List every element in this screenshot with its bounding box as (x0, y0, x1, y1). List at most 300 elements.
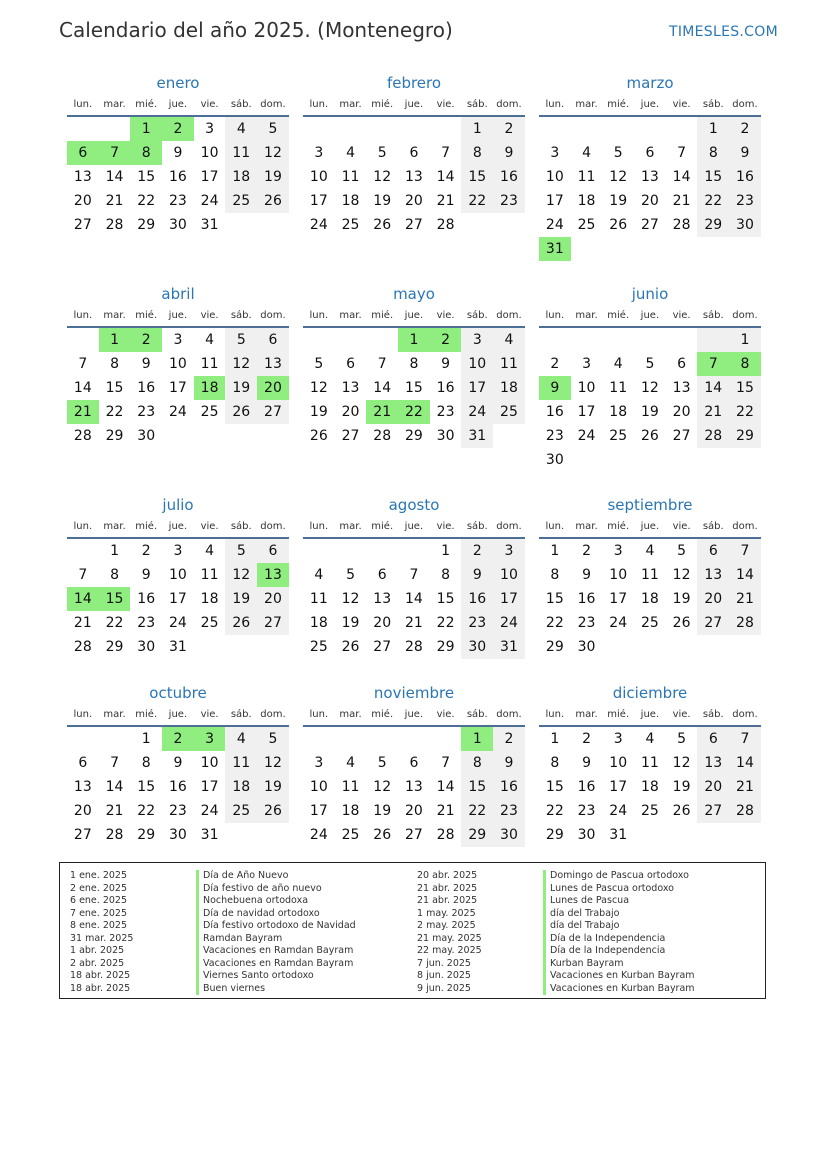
day-cell: 24 (168, 404, 187, 420)
day-cell: 6 (645, 145, 655, 161)
weekday-label: jue. (640, 709, 660, 720)
day-cell: 29 (404, 428, 423, 444)
day-cell: 30 (461, 635, 493, 659)
legend-date: 21 abr. 2025 (417, 895, 478, 906)
day-cell: 25 (309, 639, 328, 655)
day-cell: 4 (645, 543, 655, 559)
weekday-header (303, 707, 525, 727)
day-cell: 21 (672, 193, 691, 209)
day-cell: 24 (200, 803, 219, 819)
empty-cell (697, 635, 729, 659)
day-cell: 6 (677, 356, 687, 372)
empty-cell (729, 237, 761, 261)
legend-holiday-name: Lunes de Pascua (543, 895, 695, 908)
legend-holiday-name: Día de Año Nuevo (196, 870, 356, 883)
day-cell: 7 (441, 145, 451, 161)
day-cell: 7 (677, 145, 687, 161)
day-cell: 30 (545, 452, 564, 468)
empty-cell (602, 117, 634, 141)
day-cell: 22 (436, 615, 455, 631)
day-cell: 24 (461, 400, 493, 424)
weekday-label: jue. (168, 99, 188, 110)
day-cell: 17 (200, 779, 219, 795)
day-cell: 7 (729, 539, 761, 563)
day-cell: 6 (78, 755, 88, 771)
day-cell: 27 (404, 827, 423, 843)
day-cell: 1 (141, 731, 151, 747)
day-cell: 4 (346, 145, 355, 161)
month-mayo (303, 284, 525, 448)
empty-cell (634, 328, 666, 352)
day-cell: 21 (729, 587, 761, 611)
day-cell: 17 (309, 803, 328, 819)
day-cell: 8 (550, 567, 560, 583)
day-cell: 11 (225, 751, 257, 775)
weekday-header (539, 519, 761, 539)
day-grid (67, 727, 289, 847)
month-diciembre (539, 683, 761, 847)
day-cell: 10 (461, 352, 493, 376)
empty-cell (335, 539, 367, 563)
day-cell: 27 (640, 217, 659, 233)
day-cell: 16 (461, 587, 493, 611)
day-cell: 1 (550, 543, 560, 559)
brand-link[interactable]: TIMESLES.COM (669, 24, 778, 40)
weekday-label: mié. (607, 310, 630, 321)
legend-dates-right (417, 870, 482, 995)
weekday-label: dom. (496, 521, 522, 532)
day-cell: 3 (314, 145, 324, 161)
day-cell: 3 (314, 755, 324, 771)
weekday-label: sáb. (702, 709, 724, 720)
day-cell: 20 (404, 803, 423, 819)
day-cell: 31 (609, 827, 628, 843)
day-cell: 3 (582, 356, 591, 372)
day-cell: 29 (105, 428, 124, 444)
day-cell: 20 (404, 193, 423, 209)
day-cell: 4 (225, 117, 257, 141)
empty-cell (225, 823, 257, 847)
weekday-label: mar. (103, 99, 126, 110)
day-cell: 26 (672, 803, 691, 819)
legend-holiday-name: Domingo de Pascua ortodoxo (543, 870, 695, 883)
day-cell: 14 (729, 563, 761, 587)
day-cell: 2 (141, 543, 151, 559)
day-cell: 21 (67, 400, 99, 424)
day-cell: 12 (640, 380, 659, 396)
day-cell: 18 (493, 376, 525, 400)
page-title: Calendario del año 2025. (Montenegro) (59, 18, 453, 42)
weekday-label: dom. (260, 709, 286, 720)
empty-cell (493, 424, 525, 448)
weekday-label: mar. (575, 521, 598, 532)
weekday-label: lun. (545, 521, 565, 532)
empty-cell (666, 237, 698, 261)
day-cell: 2 (550, 356, 560, 372)
day-cell: 10 (493, 563, 525, 587)
day-cell: 29 (545, 639, 564, 655)
day-cell: 25 (341, 827, 360, 843)
day-cell: 18 (341, 193, 360, 209)
weekday-header (67, 707, 289, 727)
day-cell: 31 (461, 424, 493, 448)
weekday-label: lun. (73, 709, 93, 720)
legend-dates-left (70, 870, 133, 995)
day-cell: 19 (373, 803, 392, 819)
day-cell: 13 (373, 591, 392, 607)
day-cell: 21 (436, 193, 455, 209)
month-enero (67, 73, 289, 237)
day-cell: 18 (640, 779, 659, 795)
day-cell: 18 (225, 775, 257, 799)
day-cell: 10 (609, 567, 628, 583)
day-cell: 28 (729, 611, 761, 635)
weekday-label: jue. (168, 521, 188, 532)
day-cell: 18 (640, 591, 659, 607)
weekday-label: vie. (672, 99, 691, 110)
day-cell: 26 (373, 217, 392, 233)
day-cell: 20 (672, 404, 691, 420)
legend-date: 2 ene. 2025 (70, 882, 127, 894)
day-cell: 20 (73, 193, 92, 209)
day-grid (67, 117, 289, 237)
empty-cell (602, 448, 634, 472)
day-cell: 17 (461, 376, 493, 400)
weekday-label: mié. (371, 521, 394, 532)
day-cell: 5 (677, 731, 687, 747)
weekday-header (539, 308, 761, 328)
empty-cell (303, 117, 335, 141)
empty-cell (335, 117, 367, 141)
day-cell: 26 (341, 639, 360, 655)
legend-date: 9 jun. 2025 (417, 982, 471, 994)
day-cell: 7 (729, 727, 761, 751)
empty-cell (398, 117, 430, 141)
day-cell: 9 (582, 755, 591, 771)
day-cell: 16 (137, 380, 156, 396)
empty-cell (194, 635, 226, 659)
empty-cell (634, 117, 666, 141)
month-abril (67, 284, 289, 448)
day-cell: 17 (545, 193, 564, 209)
legend-date: 2 abr. 2025 (70, 957, 125, 969)
weekday-label: mar. (339, 709, 362, 720)
day-cell: 27 (697, 799, 729, 823)
day-cell: 11 (341, 779, 360, 795)
empty-cell (398, 539, 430, 563)
weekday-label: mié. (607, 709, 630, 720)
empty-cell (257, 823, 289, 847)
legend-date: 20 abr. 2025 (417, 870, 478, 881)
day-cell: 10 (168, 356, 187, 372)
day-cell: 25 (341, 217, 360, 233)
empty-cell (493, 213, 525, 237)
empty-cell (602, 635, 634, 659)
day-cell: 4 (205, 543, 215, 559)
day-cell: 22 (137, 193, 156, 209)
day-cell: 20 (73, 803, 92, 819)
day-cell: 9 (582, 567, 591, 583)
day-cell: 3 (550, 145, 560, 161)
day-cell: 24 (609, 803, 628, 819)
empty-cell (366, 539, 398, 563)
day-grid (303, 328, 525, 448)
day-cell: 6 (257, 539, 289, 563)
day-cell: 13 (257, 563, 289, 587)
day-cell: 15 (137, 169, 156, 185)
day-cell: 2 (162, 117, 194, 141)
day-cell: 30 (168, 827, 187, 843)
day-cell: 22 (105, 404, 124, 420)
empty-cell (366, 727, 398, 751)
day-cell: 18 (194, 376, 226, 400)
day-cell: 11 (225, 141, 257, 165)
empty-cell (303, 328, 335, 352)
day-cell: 7 (441, 755, 451, 771)
day-cell: 30 (577, 639, 596, 655)
day-cell: 9 (173, 755, 183, 771)
month-julio (67, 495, 289, 659)
day-cell: 5 (257, 117, 289, 141)
day-cell: 30 (137, 428, 156, 444)
day-cell: 13 (672, 380, 691, 396)
day-cell: 3 (613, 731, 623, 747)
weekday-label: lun. (73, 99, 93, 110)
day-cell: 6 (67, 141, 99, 165)
day-cell: 25 (640, 615, 659, 631)
day-cell: 15 (729, 376, 761, 400)
day-grid (67, 539, 289, 659)
legend-holiday-name: Viernes Santo ortodoxo (196, 970, 356, 983)
day-cell: 8 (729, 352, 761, 376)
day-cell: 13 (404, 779, 423, 795)
day-cell: 27 (697, 611, 729, 635)
day-cell: 7 (78, 356, 88, 372)
day-cell: 25 (493, 400, 525, 424)
day-cell: 6 (377, 567, 387, 583)
day-cell: 4 (314, 567, 324, 583)
empty-cell (366, 117, 398, 141)
weekday-label: sáb. (230, 709, 252, 720)
day-cell: 17 (168, 591, 187, 607)
month-febrero (303, 73, 525, 237)
day-cell: 18 (225, 165, 257, 189)
day-cell: 28 (105, 217, 124, 233)
day-cell: 28 (373, 428, 392, 444)
weekday-label: jue. (640, 521, 660, 532)
empty-cell (571, 328, 603, 352)
weekday-label: dom. (260, 310, 286, 321)
day-cell: 15 (436, 591, 455, 607)
day-cell: 26 (309, 428, 328, 444)
day-cell: 14 (729, 751, 761, 775)
weekday-label: jue. (404, 310, 424, 321)
day-cell: 14 (67, 587, 99, 611)
day-cell: 9 (493, 141, 525, 165)
day-cell: 14 (105, 779, 124, 795)
month-name: diciembre (612, 684, 688, 702)
day-cell: 2 (582, 731, 591, 747)
weekday-label: mié. (371, 310, 394, 321)
day-cell: 13 (257, 352, 289, 376)
day-cell: 8 (130, 141, 162, 165)
legend-holiday-name: Vacaciones en Kurban Bayram (543, 983, 695, 996)
weekday-label: mié. (607, 521, 630, 532)
day-cell: 16 (168, 779, 187, 795)
day-cell: 21 (73, 615, 92, 631)
day-cell: 19 (672, 591, 691, 607)
day-cell: 12 (609, 169, 628, 185)
weekday-label: sáb. (702, 99, 724, 110)
empty-cell (194, 424, 226, 448)
day-cell: 22 (137, 803, 156, 819)
day-cell: 7 (377, 356, 387, 372)
empty-cell (539, 117, 571, 141)
day-cell: 10 (577, 380, 596, 396)
day-cell: 16 (493, 165, 525, 189)
day-grid (539, 727, 761, 847)
day-cell: 7 (409, 567, 419, 583)
day-cell: 1 (398, 328, 430, 352)
day-cell: 18 (200, 591, 219, 607)
day-cell: 27 (404, 217, 423, 233)
day-cell: 6 (346, 356, 355, 372)
day-cell: 8 (550, 755, 560, 771)
empty-cell (571, 448, 603, 472)
day-cell: 19 (341, 615, 360, 631)
day-cell: 23 (729, 189, 761, 213)
legend-holiday-name: Vacaciones en Ramdan Bayram (196, 958, 356, 971)
day-cell: 9 (493, 751, 525, 775)
legend-holiday-name: Vacaciones en Kurban Bayram (543, 970, 695, 983)
weekday-label: dom. (732, 709, 758, 720)
day-cell: 10 (309, 169, 328, 185)
day-cell: 10 (309, 779, 328, 795)
day-cell: 4 (205, 332, 215, 348)
weekday-label: dom. (732, 521, 758, 532)
day-cell: 18 (609, 404, 628, 420)
day-cell: 29 (729, 424, 761, 448)
day-cell: 13 (697, 563, 729, 587)
day-cell: 21 (366, 400, 398, 424)
day-cell: 30 (137, 639, 156, 655)
day-cell: 27 (257, 611, 289, 635)
day-cell: 21 (404, 615, 423, 631)
day-cell: 30 (168, 217, 187, 233)
empty-cell (67, 539, 99, 563)
weekday-label: vie. (200, 521, 219, 532)
weekday-label: jue. (404, 521, 424, 532)
day-cell: 24 (545, 217, 564, 233)
day-cell: 25 (577, 217, 596, 233)
weekday-label: mar. (103, 310, 126, 321)
weekday-label: mié. (135, 310, 158, 321)
month-name: septiembre (607, 496, 693, 514)
weekday-label: mar. (339, 521, 362, 532)
weekday-label: vie. (200, 310, 219, 321)
weekday-label: vie. (436, 521, 455, 532)
legend-date: 1 ene. 2025 (70, 870, 127, 881)
day-cell: 8 (441, 567, 451, 583)
month-junio (539, 284, 761, 472)
weekday-label: vie. (436, 709, 455, 720)
day-cell: 1 (441, 543, 451, 559)
day-cell: 5 (225, 539, 257, 563)
day-cell: 31 (200, 827, 219, 843)
day-grid (67, 328, 289, 448)
day-cell: 4 (225, 727, 257, 751)
day-cell: 19 (309, 404, 328, 420)
empty-cell (697, 823, 729, 847)
weekday-label: lun. (545, 99, 565, 110)
day-cell: 4 (582, 145, 591, 161)
legend-holiday-name: Día de la Independencia (543, 933, 695, 946)
legend-date: 7 ene. 2025 (70, 907, 127, 919)
month-name: febrero (386, 74, 442, 92)
day-cell: 5 (377, 755, 387, 771)
day-cell: 12 (672, 567, 691, 583)
day-cell: 9 (729, 141, 761, 165)
empty-cell (666, 635, 698, 659)
day-cell: 12 (672, 755, 691, 771)
day-cell: 21 (105, 193, 124, 209)
day-cell: 29 (436, 639, 455, 655)
day-cell: 12 (373, 169, 392, 185)
month-name: mayo (393, 285, 435, 303)
day-cell: 4 (493, 328, 525, 352)
legend-holiday-name: Lunes de Pascua ortodoxo (543, 883, 695, 896)
day-cell: 5 (225, 328, 257, 352)
day-cell: 4 (613, 356, 623, 372)
day-cell: 22 (461, 189, 493, 213)
day-cell: 19 (225, 587, 257, 611)
day-cell: 14 (436, 169, 455, 185)
month-name: octubre (149, 684, 207, 702)
day-cell: 6 (697, 727, 729, 751)
weekday-header (303, 308, 525, 328)
weekday-label: lun. (309, 310, 329, 321)
weekday-label: lun. (309, 521, 329, 532)
empty-cell (697, 237, 729, 261)
day-cell: 22 (697, 189, 729, 213)
day-cell: 22 (545, 803, 564, 819)
weekday-label: jue. (640, 310, 660, 321)
day-cell: 23 (168, 803, 187, 819)
day-cell: 31 (493, 635, 525, 659)
legend-date: 2 may. 2025 (417, 920, 476, 931)
day-cell: 21 (436, 803, 455, 819)
day-cell: 18 (341, 803, 360, 819)
weekday-label: sáb. (466, 521, 488, 532)
day-cell: 31 (539, 237, 571, 261)
day-cell: 28 (105, 827, 124, 843)
day-cell: 12 (309, 380, 328, 396)
day-cell: 25 (200, 615, 219, 631)
empty-cell (303, 727, 335, 751)
day-cell: 17 (168, 380, 187, 396)
empty-cell (666, 328, 698, 352)
day-cell: 28 (436, 217, 455, 233)
day-cell: 30 (577, 827, 596, 843)
day-cell: 7 (110, 755, 119, 771)
day-cell: 23 (137, 404, 156, 420)
day-cell: 16 (577, 591, 596, 607)
day-cell: 1 (697, 117, 729, 141)
day-cell: 26 (257, 189, 289, 213)
legend-holiday-name: día del Trabajo (543, 920, 695, 933)
legend-holiday-name: Buen viernes (196, 983, 356, 996)
empty-cell (398, 727, 430, 751)
